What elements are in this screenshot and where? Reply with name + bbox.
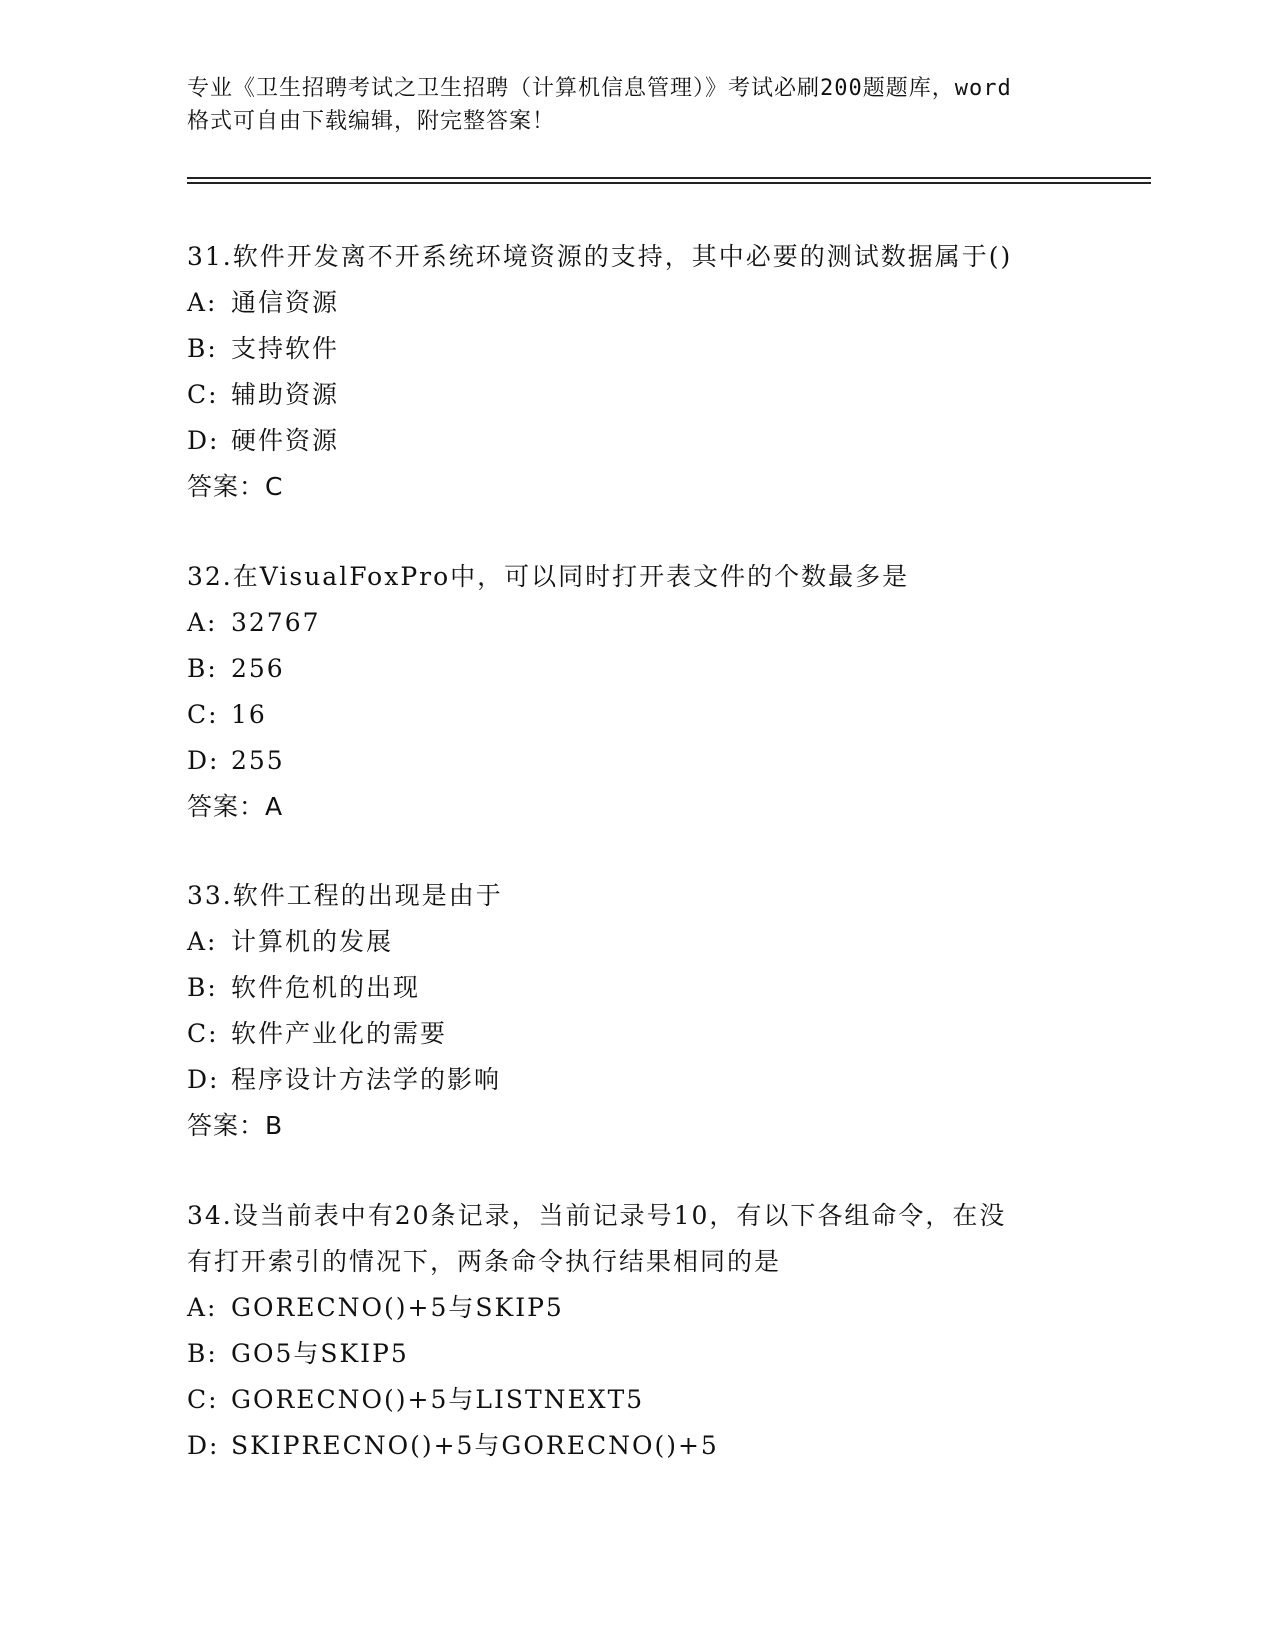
option-d (187, 1057, 1087, 1103)
option-b (187, 646, 1087, 692)
option-text: GO5与SKIP5 (231, 1339, 409, 1368)
option-key: C: (187, 700, 219, 729)
option-key: B: (187, 973, 218, 1002)
option-text: 软件产业化的需要 (231, 1019, 448, 1048)
header-divider-bottom (187, 182, 1151, 184)
option-a (187, 919, 1087, 965)
option-c (187, 1377, 1087, 1423)
option-text: GORECNO()+5与LISTNEXT5 (231, 1385, 645, 1414)
option-key: D: (187, 426, 220, 455)
option-key: B: (187, 654, 218, 683)
option-key: A: (187, 927, 218, 956)
option-a (187, 280, 1087, 326)
option-b (187, 1331, 1087, 1377)
option-text: 硬件资源 (231, 426, 340, 455)
question-31 (187, 234, 1087, 510)
header-divider-top (187, 177, 1151, 179)
option-text: 通信资源 (231, 288, 340, 317)
document-header (187, 72, 1087, 138)
header-line-1: 专业《卫生招聘考试之卫生招聘（计算机信息管理）》考试必刷200题题库，word (187, 76, 1012, 101)
option-text: 32767 (231, 608, 321, 637)
option-d (187, 418, 1087, 464)
option-text: 计算机的发展 (231, 927, 394, 956)
question-34 (187, 1193, 1087, 1469)
option-text: 程序设计方法学的影响 (231, 1065, 502, 1094)
question-33 (187, 873, 1087, 1149)
option-key: A: (187, 1293, 218, 1322)
question-stem: 32.在VisualFoxPro中，可以同时打开表文件的个数最多是 (187, 562, 910, 591)
option-text: 辅助资源 (231, 380, 340, 409)
option-key: B: (187, 334, 218, 363)
option-c (187, 692, 1087, 738)
option-key: C: (187, 380, 219, 409)
answer: 答案：A (187, 792, 284, 821)
option-c (187, 1011, 1087, 1057)
question-32 (187, 554, 1087, 830)
option-c (187, 372, 1087, 418)
option-a (187, 1285, 1087, 1331)
option-text: 256 (231, 654, 285, 683)
option-key: A: (187, 288, 218, 317)
option-key: D: (187, 1431, 220, 1460)
option-key: D: (187, 746, 220, 775)
option-text: 软件危机的出现 (231, 973, 421, 1002)
option-text: GORECNO()+5与SKIP5 (231, 1293, 564, 1322)
answer: 答案：B (187, 1111, 284, 1140)
option-key: A: (187, 608, 218, 637)
option-d (187, 1423, 1087, 1469)
option-a (187, 600, 1087, 646)
option-d (187, 738, 1087, 784)
option-b (187, 326, 1087, 372)
option-text: SKIPRECNO()+5与GORECNO()+5 (231, 1431, 719, 1460)
option-key: D: (187, 1065, 220, 1094)
option-key: C: (187, 1019, 219, 1048)
option-b (187, 965, 1087, 1011)
question-stem-line-1: 34.设当前表中有20条记录，当前记录号10，有以下各组命令，在没 (187, 1201, 1007, 1230)
question-stem: 33.软件工程的出现是由于 (187, 881, 503, 910)
option-key: C: (187, 1385, 219, 1414)
option-text: 支持软件 (231, 334, 340, 363)
header-line-2: 格式可自由下载编辑，附完整答案！ (187, 109, 556, 134)
question-stem-line-2: 有打开索引的情况下，两条命令执行结果相同的是 (187, 1247, 782, 1276)
option-text: 16 (231, 700, 267, 729)
question-stem: 31.软件开发离不开系统环境资源的支持，其中必要的测试数据属于() (187, 242, 1013, 271)
option-key: B: (187, 1339, 218, 1368)
option-text: 255 (231, 746, 285, 775)
answer: 答案：C (187, 472, 284, 501)
